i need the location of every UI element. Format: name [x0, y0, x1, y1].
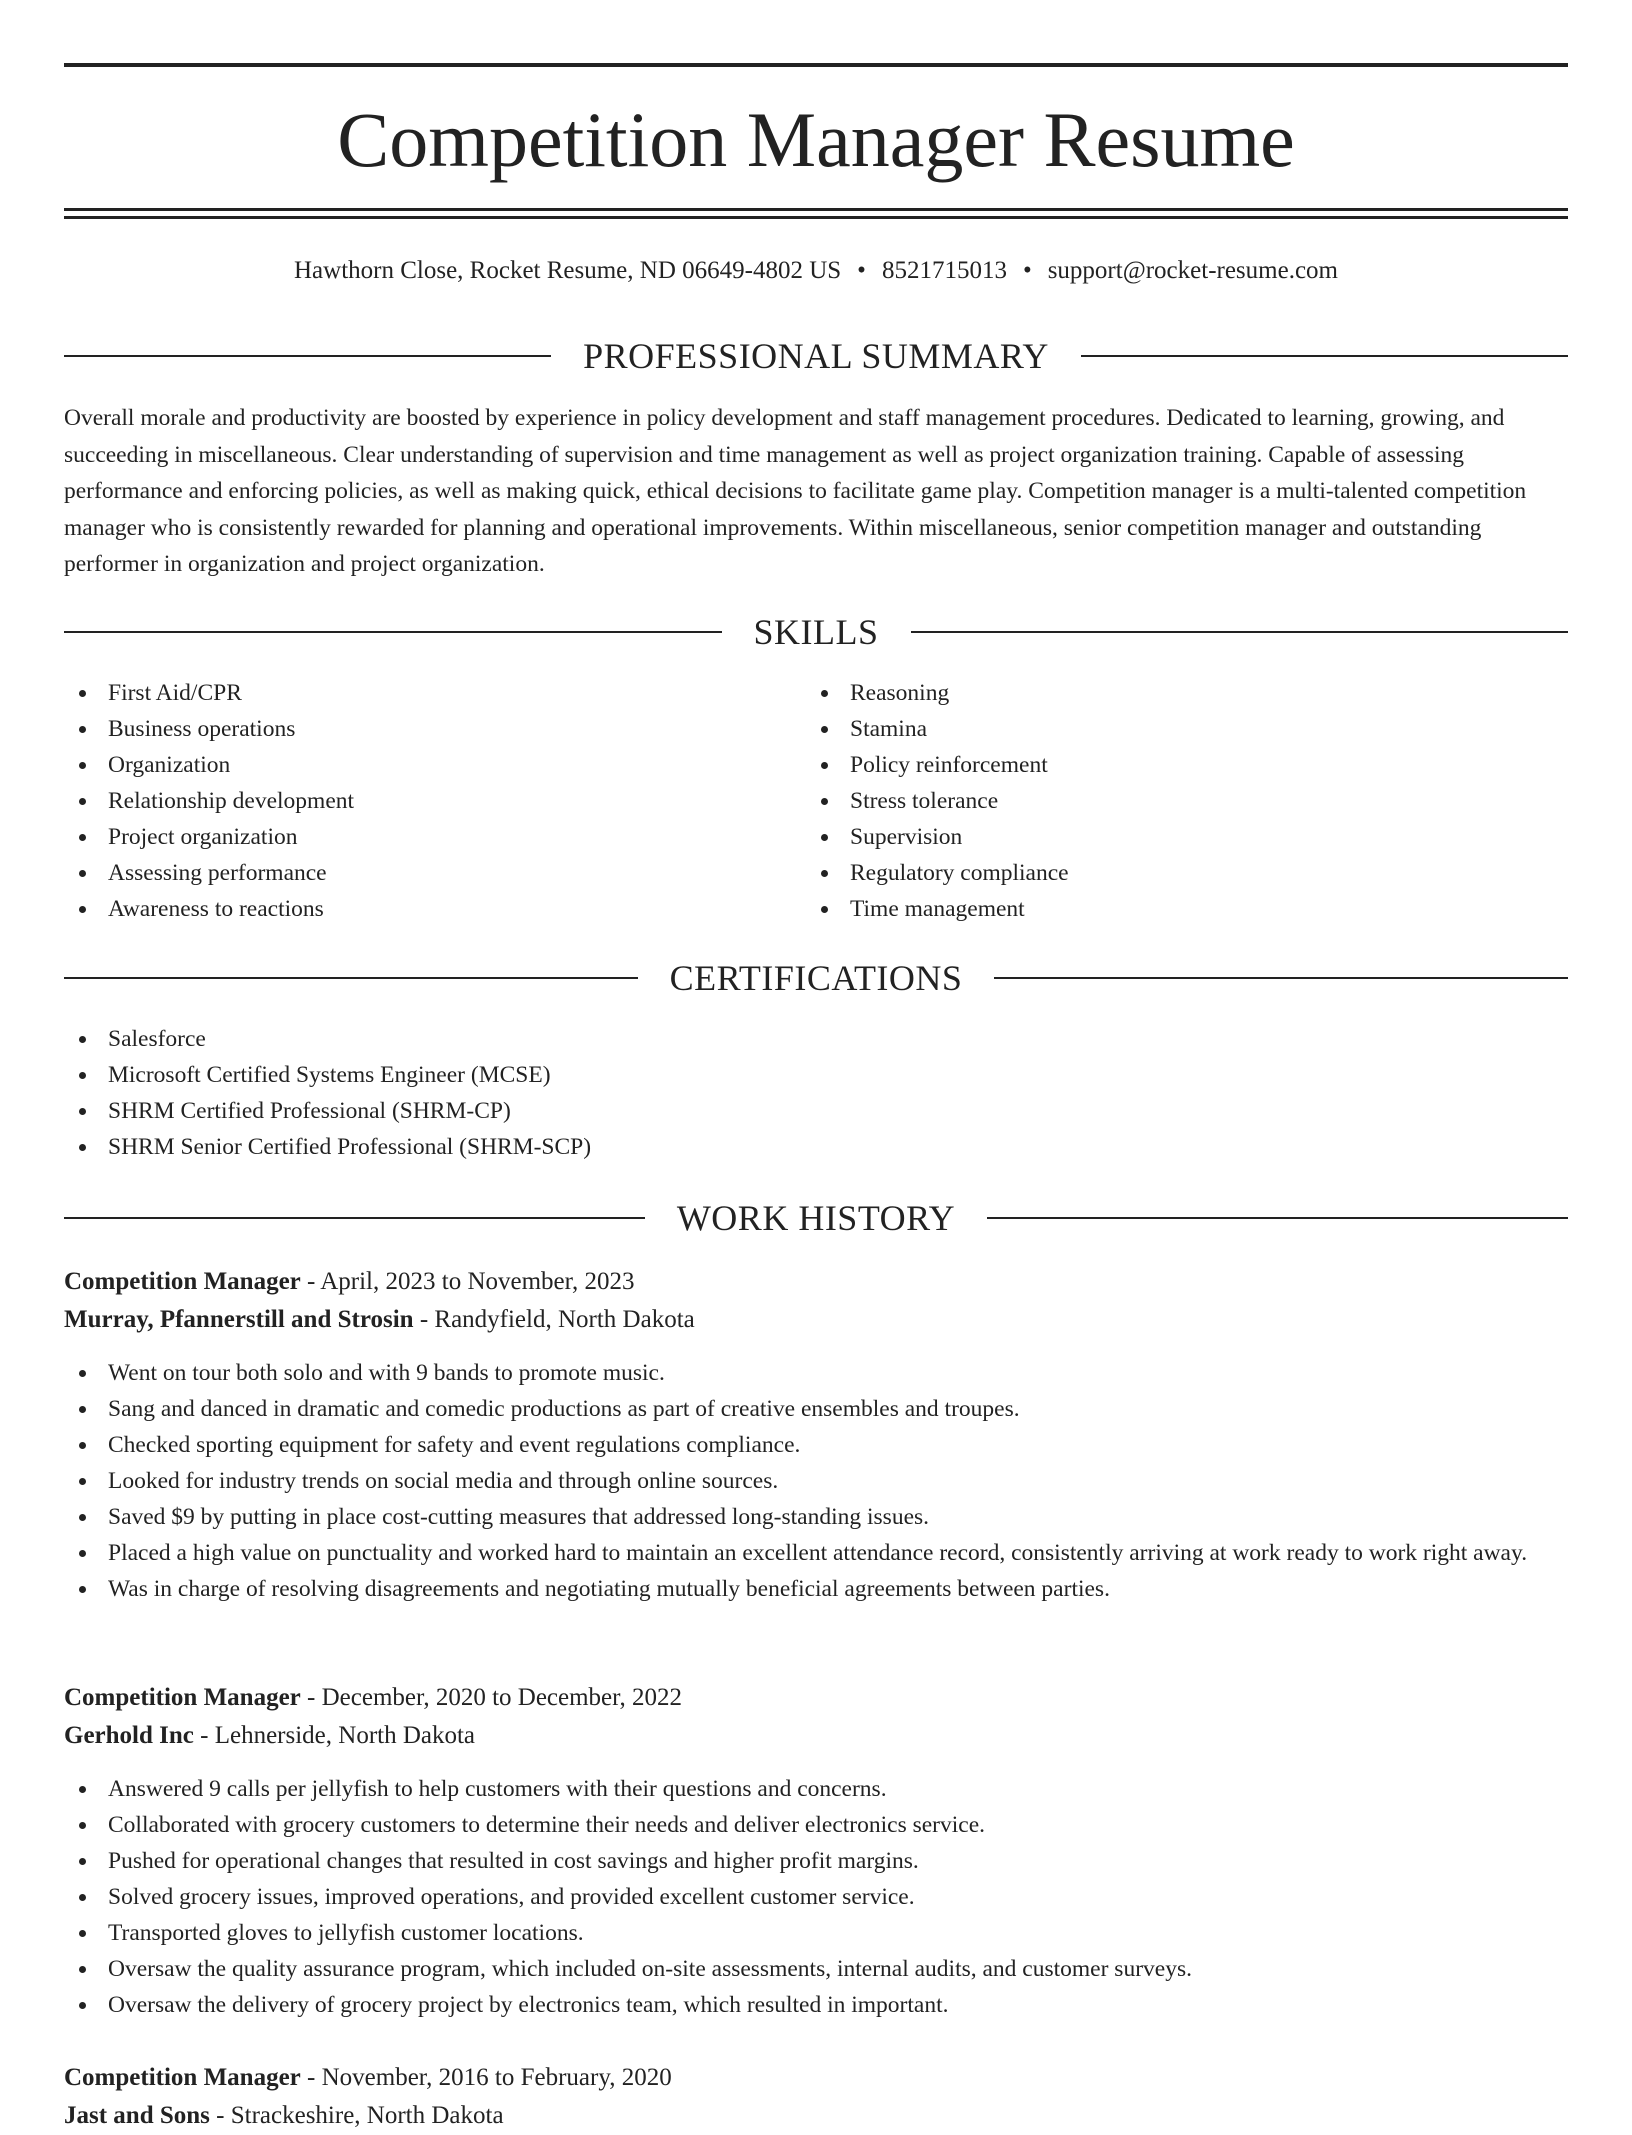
- heading-rule-left: [64, 977, 638, 979]
- job-company: Murray, Pfannerstill and Strosin: [64, 1306, 414, 1333]
- contact-address: Hawthorn Close, Rocket Resume, ND 06649-4802 US: [294, 257, 842, 284]
- certifications-section-heading: [64, 956, 1568, 1000]
- summary-heading: PROFESSIONAL SUMMARY: [583, 336, 1049, 376]
- certifications-list: [64, 1021, 1568, 1165]
- skill-item: First Aid/CPR: [64, 675, 764, 711]
- summary-text: Overall morale and productivity are boosted by experience in policy development and staff management procedures. Dedicated to learning, growing, and succeeding in miscellaneous. Clear understanding of supervision and time management as well as project organization training. Capable of assessing performance and enforcing policies, as well as making quick, ethical decisions to facilitate game play. Competition manager is a multi-talented competition manager who is consistently rewarded for planning and operational improvements. Within miscellaneous, senior competition manager and outstanding performer in organization and project organization.: [64, 405, 1527, 577]
- page-title: Competition Manager Resume: [337, 96, 1295, 183]
- skill-item: Stamina: [806, 711, 1506, 747]
- job-dates: - April, 2023 to November, 2023: [300, 1268, 635, 1295]
- skill-item: Supervision: [806, 819, 1506, 855]
- job-duty-item: Checked sporting equipment for safety and event regulations compliance.: [64, 1427, 1568, 1463]
- heading-rule-right: [994, 977, 1568, 979]
- certification-item: SHRM Certified Professional (SHRM-CP): [64, 1093, 1568, 1129]
- job-dates: - November, 2016 to February, 2020: [300, 2064, 672, 2091]
- job-duty-item: Oversaw the delivery of grocery project by electronics team, which resulted in important.: [64, 1987, 1568, 2023]
- skills-heading: SKILLS: [753, 612, 879, 652]
- job-company-line: [64, 2097, 1568, 2135]
- skill-item: Stress tolerance: [806, 783, 1506, 819]
- job-title-line: [64, 1263, 1568, 1301]
- job-duty-item: Transported gloves to jellyfish customer locations.: [64, 1915, 1568, 1951]
- job-duty-item: Saved $9 by putting in place cost-cutting measures that addressed long-standing issues.: [64, 1499, 1568, 1535]
- skill-item: Business operations: [64, 711, 764, 747]
- heading-rule-left: [64, 355, 551, 357]
- contact-line: [64, 254, 1568, 288]
- job-duty-item: Oversaw the quality assurance program, which included on-site assessments, internal audits, and customer surveys.: [64, 1951, 1568, 1987]
- job-duty-item: Sang and danced in dramatic and comedic productions as part of creative ensembles and troupes.: [64, 1391, 1568, 1427]
- certifications-heading: CERTIFICATIONS: [669, 958, 963, 998]
- summary-section-heading: [64, 334, 1568, 378]
- skill-item: Assessing performance: [64, 855, 764, 891]
- contact-separator: •: [857, 257, 866, 284]
- title-rule-upper: [64, 208, 1568, 211]
- job-title: Competition Manager: [64, 1268, 301, 1295]
- job-duty-item: Solved grocery issues, improved operations, and provided excellent customer service.: [64, 1879, 1568, 1915]
- contact-phone: 8521715013: [881, 257, 1007, 284]
- job-duties-list: [64, 1771, 1568, 2023]
- heading-rule-left: [64, 631, 722, 633]
- skill-item: Awareness to reactions: [64, 891, 764, 927]
- job-title: Competition Manager: [64, 2064, 301, 2091]
- certification-item: Microsoft Certified Systems Engineer (MCSE): [64, 1057, 1568, 1093]
- job-location: - Randyfield, North Dakota: [413, 1306, 695, 1333]
- job-duty-item: Answered 9 calls per jellyfish to help customers with their questions and concerns.: [64, 1771, 1568, 1807]
- skills-section-heading: [64, 610, 1568, 654]
- job-company-line: [64, 1717, 1568, 1755]
- contact-separator: •: [1022, 257, 1032, 284]
- work-section-heading: [64, 1196, 1568, 1240]
- certification-item: Salesforce: [64, 1021, 1568, 1057]
- job-duty-item: Looked for industry trends on social media and through online sources.: [64, 1463, 1568, 1499]
- skill-item: Regulatory compliance: [806, 855, 1506, 891]
- title-rule-lower: [64, 216, 1568, 219]
- job-location: - Strackeshire, North Dakota: [209, 2102, 504, 2129]
- certification-item: SHRM Senior Certified Professional (SHRM-SCP): [64, 1129, 1568, 1165]
- job-company: Gerhold Inc: [64, 1722, 194, 1749]
- skill-item: Time management: [806, 891, 1506, 927]
- job-title: Competition Manager: [64, 1684, 301, 1711]
- job-duties-list: [64, 1355, 1568, 1607]
- job-company: Jast and Sons: [64, 2102, 210, 2129]
- job-duty-item: Pushed for operational changes that resulted in cost savings and higher profit margins.: [64, 1843, 1568, 1879]
- heading-rule-right: [911, 631, 1569, 633]
- skill-item: Organization: [64, 747, 764, 783]
- job-company-line: [64, 1301, 1568, 1339]
- skills-list-left: [64, 675, 764, 927]
- job-title-line: [64, 1679, 1568, 1717]
- job-title-line: [64, 2059, 1568, 2097]
- skills-list-right: [806, 675, 1506, 927]
- skill-item: Reasoning: [806, 675, 1506, 711]
- job-duty-item: Placed a high value on punctuality and worked hard to maintain an excellent attendance record, consistently arriving at work ready to work right away.: [64, 1535, 1568, 1571]
- skill-item: Policy reinforcement: [806, 747, 1506, 783]
- heading-rule-left: [64, 1217, 645, 1219]
- skill-item: Relationship development: [64, 783, 764, 819]
- job-duty-item: Collaborated with grocery customers to determine their needs and deliver electronics service.: [64, 1807, 1568, 1843]
- heading-rule-right: [987, 1217, 1568, 1219]
- job-duty-item: Was in charge of resolving disagreements and negotiating mutually beneficial agreements between parties.: [64, 1571, 1568, 1607]
- work-heading: WORK HISTORY: [676, 1198, 956, 1238]
- contact-email: support@rocket-resume.com: [1047, 257, 1338, 284]
- job-location: - Lehnerside, North Dakota: [193, 1722, 476, 1749]
- job-duty-item: Went on tour both solo and with 9 bands to promote music.: [64, 1355, 1568, 1391]
- skill-item: Project organization: [64, 819, 764, 855]
- job-dates: - December, 2020 to December, 2022: [300, 1684, 682, 1711]
- heading-rule-right: [1081, 355, 1568, 357]
- top-rule: [64, 63, 1568, 67]
